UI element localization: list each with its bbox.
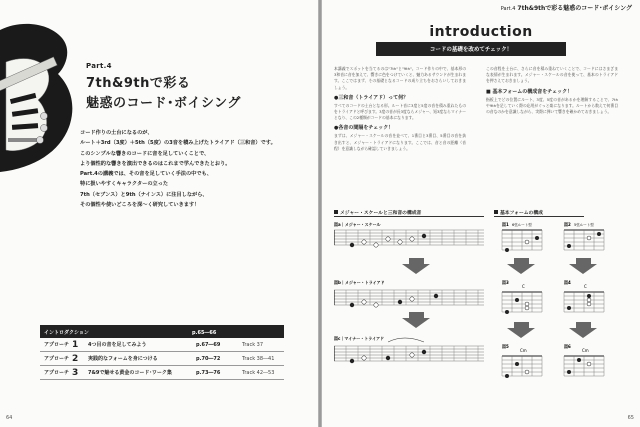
svg-text:図1: 図1 — [502, 222, 509, 227]
figure-label: 図a｜メジャー・スケール — [334, 222, 381, 227]
diagram-heading: 基本フォームの構成 — [494, 208, 584, 217]
toc-row-title: 実践的なフォームを身につける — [88, 356, 158, 362]
body-paragraph: すべてのコードの土台となる形。ルート音に3度と5度の音を積み重ねたものをトライアドと呼びます。3度の音が長3度ならメジャー、短3度ならマイナーとなり、この2種類がコードの基本になります。 — [334, 102, 466, 121]
figure-label: 図c｜マイナー・トライアド — [334, 336, 385, 341]
fretboard-diagrams — [334, 218, 634, 410]
chapter-intro-text — [80, 128, 312, 210]
svg-text:図4: 図4 — [564, 280, 571, 285]
intro-line: ルート＋3rd（3度）＋5th（5度）の3音を積み上げたトライアド（三和音）です。 — [80, 140, 276, 147]
intro-line: より個性的な響きを演出できるのはこれまで学んできたとおり。 — [80, 160, 231, 167]
body-paragraph: 本講義でスポットを当てるのは"7th"と"9th"。コード作りの中で、基本形の3和音に音を加えて、響きに色をつけていくと、魅力あるサウンドが生まれます。ここではまず、その基礎となるコードの成り立ちをおさらいしておきましょう。 — [334, 66, 466, 90]
toc-row-number: 2 — [72, 353, 79, 364]
toc-header-label: イントロダクション — [44, 330, 89, 336]
svg-text:C: C — [522, 284, 525, 289]
running-head — [501, 3, 632, 12]
right-page — [322, 0, 640, 427]
svg-text:Cm: Cm — [520, 348, 527, 353]
toc-row-pages: p.73―76 — [196, 369, 221, 376]
toc-row-track: Track 37 — [242, 341, 264, 348]
chord-diagram-area — [334, 208, 634, 413]
toc-row[interactable] — [40, 366, 284, 380]
chapter-title-line2: 魅惑のコード･ボイシング — [86, 96, 241, 111]
chapter-title-line1: 7th&9thで彩る — [86, 76, 191, 91]
page-number: 65 — [627, 415, 634, 421]
toc-header-row[interactable] — [40, 327, 284, 338]
left-page — [0, 0, 318, 427]
svg-text:図3: 図3 — [502, 280, 509, 285]
svg-text:図5: 図5 — [502, 344, 509, 349]
running-head-title: 7th&9thで彩る魅惑のコード･ボイシング — [517, 5, 632, 12]
toc-row-track: Track 42―53 — [242, 369, 275, 376]
part-label: Part.4 — [86, 62, 112, 70]
text-column-left — [334, 66, 466, 152]
section-banner: コードの基礎を改めてチェック！ — [376, 42, 566, 56]
svg-text:図6: 図6 — [564, 344, 571, 349]
svg-text:Cm: Cm — [582, 348, 589, 353]
svg-text:5弦ルート型: 5弦ルート型 — [574, 223, 594, 227]
table-of-contents — [40, 325, 284, 380]
toc-row-pages: p.67―69 — [196, 341, 221, 348]
intro-line: 7th（セブンス）と9th（ナインス）に注目しながら、 — [80, 191, 208, 198]
toc-row-label: アプローチ — [44, 356, 70, 362]
text-column-right — [486, 66, 618, 115]
toc-row-track: Track 38―41 — [242, 355, 275, 362]
figure-label: 図b｜メジャー・トライアド — [334, 280, 385, 285]
electric-guitar-illustration — [0, 0, 80, 175]
toc-row-label: アプローチ — [44, 370, 70, 376]
body-paragraph: 指板上でどの位置にルート、3度、5度の音があるかを理解することで、7thや9thを足していく際の応用がぐっと楽になります。ルートから数えて何番目の音なのかを意識しながら、実際に弾いて響きを確かめておきましょう。 — [486, 96, 618, 115]
subsection-heading: ■ 基本フォームの構成音をチェック！ — [486, 88, 573, 95]
intro-line: Part.4の講義では、その音を足していく手法の中でも、 — [80, 171, 212, 178]
toc-row-label: アプローチ — [44, 342, 70, 348]
intro-line: このシンプルな響きのコードに音を足していくことで、 — [80, 150, 210, 157]
svg-text:C: C — [584, 284, 587, 289]
subsection-heading: ●三和音（トライアド）って何？ — [334, 94, 409, 101]
toc-row[interactable] — [40, 352, 284, 366]
toc-row-number: 1 — [72, 339, 79, 350]
body-paragraph: この音程を土台に、さらに音を積み重ねていくことで、コードにはさまざまな表情が生まれます。メジャー・スケールの音を使って、基本のトライアドを押さえておきましょう。 — [486, 66, 618, 84]
intro-line: コード作りの土台になるのが、 — [80, 130, 153, 136]
running-head-part: Part.4 — [500, 6, 516, 12]
intro-line: 特に扱いやすくキャラクターの立った — [80, 181, 169, 188]
toc-row-title: 7&9で魅せる黄金のコード･ワーク集 — [88, 370, 172, 376]
intro-line: その個性や使いどころを深〜く研究していきます！ — [80, 202, 200, 209]
toc-row-number: 3 — [72, 367, 79, 378]
page-number: 64 — [6, 415, 13, 421]
toc-row[interactable] — [40, 338, 284, 352]
subsection-heading: ●各音の間隔をチェック！ — [334, 125, 394, 132]
svg-text:図2: 図2 — [564, 222, 571, 227]
body-paragraph: まずは、メジャー・スケールの音を並べて、1番目と3番目、5番目の音を抜き出すと、メジャー・トライアドになります。ここでは、音と音の距離（音程）を意識しながら確認していきましょう。 — [334, 133, 466, 151]
toc-row-pages: p.70―72 — [196, 355, 221, 362]
diagram-heading: メジャー・スケールと三和音の構成音 — [334, 208, 484, 217]
toc-row-title: 4つ目の音を足してみよう — [88, 342, 147, 348]
toc-header-pages: p.65―66 — [192, 329, 217, 336]
section-title: introduction — [429, 24, 533, 40]
svg-text:6弦ルート型: 6弦ルート型 — [512, 223, 532, 227]
